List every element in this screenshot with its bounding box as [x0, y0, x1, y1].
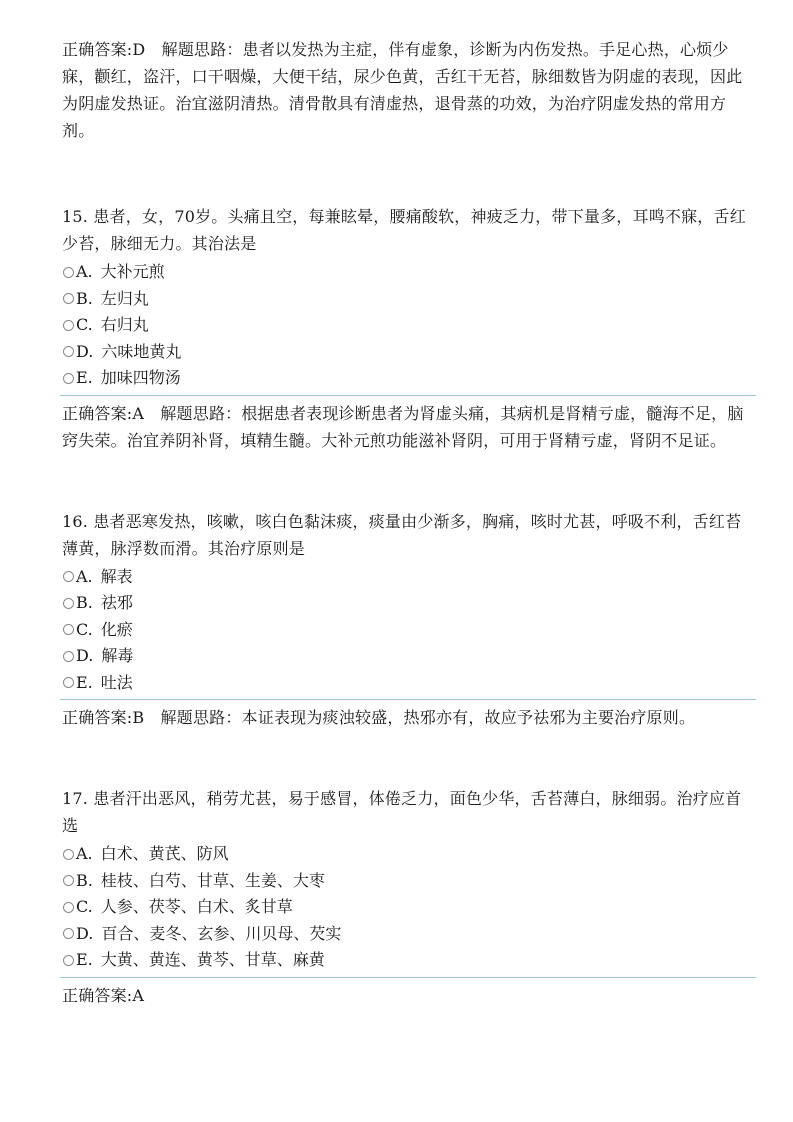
radio-icon[interactable]: [63, 571, 74, 582]
radio-icon[interactable]: [63, 955, 74, 966]
option-16-e[interactable]: E. 吐法: [62, 670, 756, 697]
option-15-a[interactable]: A. 大补元煎: [62, 259, 756, 286]
radio-icon[interactable]: [63, 624, 74, 635]
option-15-c[interactable]: C. 右归丸: [62, 312, 756, 339]
radio-icon[interactable]: [63, 346, 74, 357]
radio-icon[interactable]: [63, 267, 74, 278]
option-16-b[interactable]: B. 祛邪: [62, 590, 756, 617]
divider: [60, 395, 756, 396]
option-16-c[interactable]: C. 化瘀: [62, 617, 756, 644]
answer-explanation-14: 正确答案:D 解题思路：患者以发热为主症，伴有虚象，诊断为内伤发热。手足心热，心烦少寐，颧红，盗汗，口干咽燥，大便干结，尿少色黄，舌红干无苔，脉细数皆为阴虚的表现，因此为阴虚发热证。治宜滋阴清热。清骨散具有清虚热，退骨蒸的功效，为治疗阴虚发热的常用方剂。: [62, 40, 743, 140]
question-15-options: [62, 259, 756, 392]
radio-icon[interactable]: [63, 373, 74, 384]
option-15-b[interactable]: B. 左归丸: [62, 286, 756, 313]
question-15-stem: 15. 患者，女，70岁。头痛且空，每兼眩晕，腰痛酸软，神疲乏力，带下量多，耳鸣不寐，舌红少苔，脉细无力。其治法是: [62, 207, 746, 253]
option-17-b[interactable]: B. 桂枝、白芍、甘草、生姜、大枣: [62, 868, 756, 895]
divider: [60, 977, 756, 978]
question-16-options: [62, 564, 756, 697]
option-17-e[interactable]: E. 大黄、黄连、黄芩、甘草、麻黄: [62, 947, 756, 974]
answer-explanation-16: 正确答案:B 解题思路：本证表现为痰浊较盛，热邪亦有，故应予祛邪为主要治疗原则。: [62, 708, 696, 727]
radio-icon[interactable]: [63, 875, 74, 886]
option-16-d[interactable]: D. 解毒: [62, 643, 756, 670]
answer-explanation-15: 正确答案:A 解题思路：根据患者表现诊断患者为肾虚头痛，其病机是肾精亏虚，髓海不足，脑窍失荣。治宜养阴补肾，填精生髓。大补元煎功能滋补肾阴，可用于肾精亏虚，肾阴不足证。: [62, 403, 744, 450]
document-page: [62, 0, 756, 1009]
radio-icon[interactable]: [63, 651, 74, 662]
radio-icon[interactable]: [63, 849, 74, 860]
divider: [60, 699, 756, 700]
question-16-stem: 16. 患者恶寒发热，咳嗽，咳白色黏沫痰，痰量由少渐多，胸痛，咳时尤甚，呼吸不利，舌红苔薄黄，脉浮数而滑。其治疗原则是: [62, 511, 742, 558]
radio-icon[interactable]: [63, 928, 74, 939]
option-15-d[interactable]: D. 六味地黄丸: [62, 339, 756, 366]
radio-icon[interactable]: [63, 902, 74, 913]
radio-icon[interactable]: [63, 320, 74, 331]
question-17-stem: 17. 患者汗出恶风，稍劳尤甚，易于感冒，体倦乏力，面色少华，舌苔薄白，脉细弱。治疗应首选: [62, 789, 742, 835]
answer-explanation-17: 正确答案:A: [62, 985, 145, 1005]
option-17-a[interactable]: A. 白术、黄芪、防风: [62, 841, 756, 868]
radio-icon[interactable]: [63, 293, 74, 304]
option-17-c[interactable]: C. 人参、茯苓、白术、炙甘草: [62, 894, 756, 921]
question-17-options: [62, 841, 756, 974]
radio-icon[interactable]: [63, 677, 74, 688]
option-15-e[interactable]: E. 加味四物汤: [62, 365, 756, 392]
radio-icon[interactable]: [63, 598, 74, 609]
option-17-d[interactable]: D. 百合、麦冬、玄参、川贝母、芡实: [62, 921, 756, 948]
option-16-a[interactable]: A. 解表: [62, 564, 756, 591]
